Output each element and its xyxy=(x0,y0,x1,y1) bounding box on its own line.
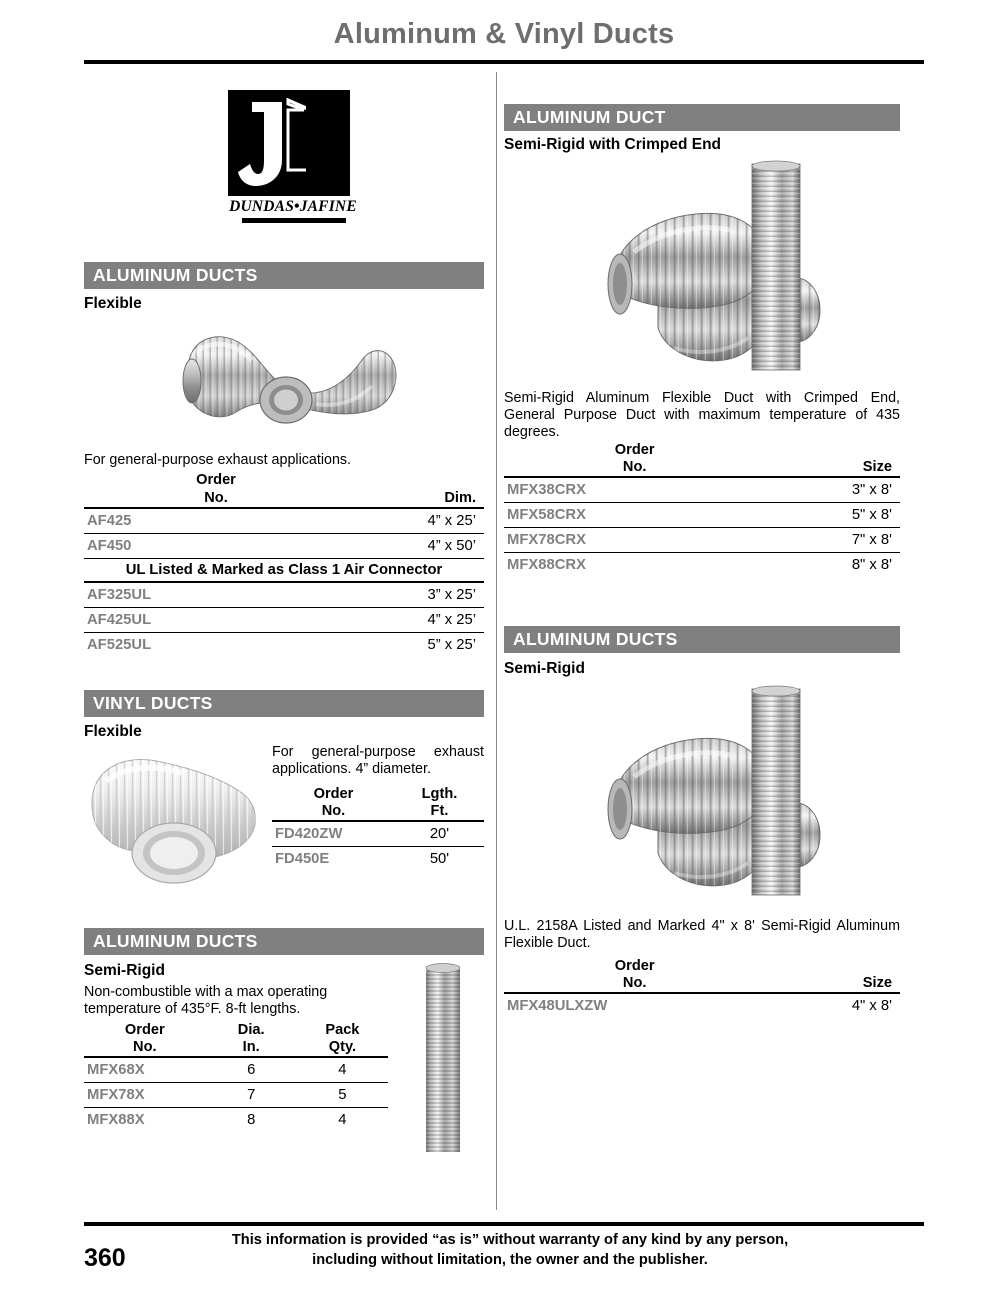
length-value: 20' xyxy=(395,821,484,847)
subhead-semi-rigid-left: Semi-Rigid xyxy=(84,962,165,979)
size-value: 3" x 8' xyxy=(765,477,900,503)
order-no: MFX68X xyxy=(84,1057,206,1083)
dia-value: 7 xyxy=(206,1083,297,1108)
size-value: 5" x 8' xyxy=(765,503,900,528)
logo-j-glyph-icon xyxy=(238,98,306,190)
th-order-line2: No. xyxy=(321,803,346,819)
th-order-line2: No. xyxy=(204,489,228,506)
subhead-semi-rigid-right: Semi-Rigid xyxy=(504,660,585,677)
order-no: AF525UL xyxy=(87,636,152,653)
subhead-semi-rigid-crimped: Semi-Rigid with Crimped End xyxy=(504,136,722,153)
table-row xyxy=(84,632,484,657)
table-row xyxy=(84,508,484,534)
order-no: AF425 xyxy=(84,508,348,534)
page-number: 360 xyxy=(84,1244,126,1272)
section-bar-aluminum-semi-rigid-right: ALUMINUM DUCTS xyxy=(504,626,900,653)
table-row xyxy=(84,1083,388,1108)
description-crimped: Semi-Rigid Aluminum Flexible Duct with Crimped End, General Purpose Duct with maximum temperature of 435 degrees. xyxy=(504,390,900,441)
dim-value: 4” x 50’ xyxy=(348,533,484,558)
table-crimped xyxy=(504,442,900,577)
brand-name: DUNDAS•JAFINE xyxy=(229,198,357,215)
th-size: Size xyxy=(862,975,892,991)
description-vinyl-flexible: For general-purpose exhaust applications. 4” diameter. xyxy=(272,744,484,778)
th-dia-line1: Dia. xyxy=(237,1022,265,1038)
footer-line-1: This information is provided “as is” without warranty of any kind by any person, xyxy=(231,1232,789,1248)
description-semi-rigid-left: Non-combustible with a max operating temperature of 435°F. 8-ft lengths. xyxy=(84,984,328,1018)
th-order-line1: Order xyxy=(196,472,236,488)
table-row xyxy=(272,847,484,872)
section-label-ul-listed: UL Listed & Marked as Class 1 Air Connector xyxy=(84,558,484,582)
subhead-flexible-vinyl: Flexible xyxy=(84,723,142,740)
semi-rigid-crimped-duct-image xyxy=(600,160,900,375)
pack-value: 5 xyxy=(297,1083,388,1108)
section-bar-aluminum-duct-crimped: ALUMINUM DUCT xyxy=(504,104,900,131)
th-lgth-line2: Ft. xyxy=(430,803,449,819)
th-pack-line1: Pack xyxy=(325,1022,360,1038)
dia-value: 8 xyxy=(247,1112,256,1128)
table-aluminum-flexible xyxy=(84,472,484,657)
th-dia-line2: In. xyxy=(242,1039,260,1055)
aluminum-flexible-duct-image xyxy=(166,308,406,433)
th-order-line1: Order xyxy=(313,786,354,802)
th-dim: Dim. xyxy=(444,489,476,506)
th-lgth-line1: Lgth. xyxy=(421,786,458,802)
table-semi-rigid-right xyxy=(504,958,900,1018)
semi-rigid-duct-image xyxy=(600,680,900,905)
order-no: MFX48ULXZW xyxy=(507,998,608,1014)
description-aluminum-flexible: For general-purpose exhaust applications. xyxy=(84,452,352,468)
order-no: AF425UL xyxy=(84,607,348,632)
section-bar-vinyl-ducts: VINYL DUCTS xyxy=(84,690,484,717)
dim-value: 4” x 25’ xyxy=(348,607,484,632)
dim-value: 3” x 25’ xyxy=(348,582,484,608)
brand-logo xyxy=(228,90,358,230)
table-row xyxy=(84,1108,388,1133)
th-order-line1: Order xyxy=(614,958,655,974)
order-no: FD450E xyxy=(275,851,330,867)
table-row xyxy=(84,1057,388,1083)
dia-value: 6 xyxy=(206,1057,297,1083)
header-rule xyxy=(84,60,924,64)
logo-underline xyxy=(242,218,346,223)
order-no: MFX38CRX xyxy=(504,477,765,503)
pack-value: 4 xyxy=(338,1112,347,1128)
table-row xyxy=(504,553,900,578)
column-divider xyxy=(496,72,497,1210)
page-title: Aluminum & Vinyl Ducts xyxy=(333,18,675,50)
footer-rule xyxy=(84,1222,924,1226)
order-no: AF450 xyxy=(84,533,348,558)
length-value: 50' xyxy=(429,851,450,867)
table-semi-rigid-left xyxy=(84,1022,388,1132)
size-value: 8" x 8' xyxy=(851,557,892,573)
th-order-line1: Order xyxy=(614,442,655,458)
table-row xyxy=(504,528,900,553)
table-row xyxy=(84,607,484,632)
subhead-flexible-aluminum: Flexible xyxy=(84,295,142,312)
pack-value: 4 xyxy=(297,1057,388,1083)
footer-disclaimer xyxy=(150,1230,870,1270)
th-pack-line2: Qty. xyxy=(328,1039,357,1055)
dim-value: 5” x 25’ xyxy=(427,636,476,653)
table-row xyxy=(84,582,484,608)
table-row xyxy=(84,533,484,558)
table-row xyxy=(272,821,484,847)
table-vinyl-flexible xyxy=(272,786,484,871)
order-no: MFX78X xyxy=(84,1083,206,1108)
vinyl-flexible-duct-image xyxy=(82,745,278,887)
table-row xyxy=(504,477,900,503)
order-no: MFX88CRX xyxy=(507,557,586,573)
section-bar-aluminum-ducts-flexible: ALUMINUM DUCTS xyxy=(84,262,484,289)
description-semi-rigid-right: U.L. 2158A Listed and Marked 4" x 8' Semi-Rigid Aluminum Flexible Duct. xyxy=(504,918,900,952)
footer-line-2: including without limitation, the owner and the publisher. xyxy=(312,1252,708,1268)
order-no: MFX88X xyxy=(87,1112,145,1128)
table-row xyxy=(504,993,900,1018)
section-bar-aluminum-semi-rigid-left: ALUMINUM DUCTS xyxy=(84,928,484,955)
semi-rigid-tube-image xyxy=(420,962,466,1154)
size-value: 7" x 8' xyxy=(765,528,900,553)
order-no: FD420ZW xyxy=(272,821,395,847)
th-order-line2: No. xyxy=(622,975,647,991)
size-value: 4" x 8' xyxy=(851,998,892,1014)
th-size: Size xyxy=(862,459,892,475)
th-order-line1: Order xyxy=(124,1022,165,1038)
th-order-line2: No. xyxy=(133,1039,157,1055)
order-no: MFX78CRX xyxy=(504,528,765,553)
table-section-row xyxy=(84,558,484,582)
table-row xyxy=(504,503,900,528)
order-no: MFX58CRX xyxy=(504,503,765,528)
th-order-line2: No. xyxy=(622,459,647,475)
order-no: AF325UL xyxy=(84,582,348,608)
dim-value: 4” x 25’ xyxy=(348,508,484,534)
